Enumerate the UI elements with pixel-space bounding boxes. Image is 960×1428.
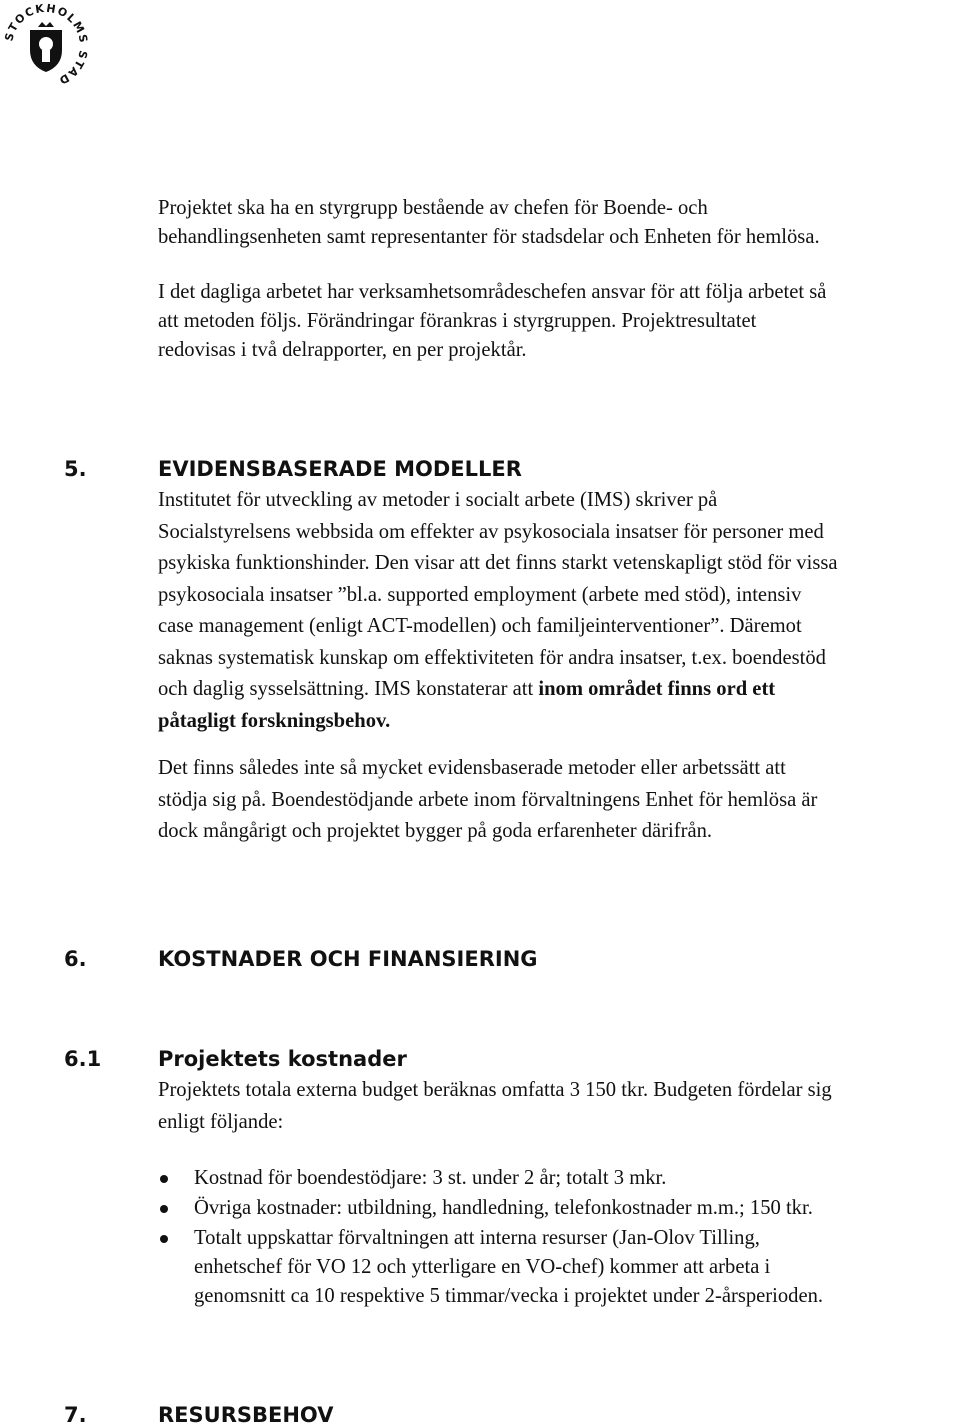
cost-bullet-list — [158, 1164, 958, 1311]
section-number: 7. — [64, 1403, 87, 1427]
list-item: Kostnad för boendestödjare: 3 st. under 2 år; totalt 3 mkr. — [158, 1164, 958, 1193]
section-title: EVIDENSBASERADE MODELLER — [158, 457, 522, 481]
stockholm-crest-icon — [30, 22, 62, 72]
section-title: Projektets kostnader — [158, 1047, 407, 1071]
section-5-paragraph-2: Det finns således inte så mycket evidensbaserade metoder eller arbetssätt att stödja sig på. Boendestödjande arbete inom förvaltningens Enhet för hemlösa är dock mångårigt och projektet bygger på goda erfarenheter därifrån. — [158, 757, 818, 842]
intro-paragraph-2: I det dagliga arbetet har verksamhetsområdeschefen ansvar för att följa arbetet så att metoden följs. Förändringar förankras i styrgruppen. Projektresultatet redovisas i två delrapporter, en per projektår. — [158, 281, 827, 361]
bullet-icon — [160, 1205, 168, 1213]
bullet-icon — [160, 1235, 168, 1243]
section-number: 5. — [64, 457, 87, 481]
section-number: 6. — [64, 947, 87, 971]
emphasis-text: inom området finns ord ett — [538, 678, 776, 700]
emphasis-text: påtagligt forskningsbehov. — [158, 709, 391, 732]
stockholm-stad-logo — [0, 0, 92, 92]
intro-paragraph-1: Projektet ska ha en styrgrupp bestående av chefen för Boende- och behandlingsenheten samt representanter för stadsdelar och Enheten för hemlösa. — [158, 197, 820, 248]
logo-ring-text: STOCKHOLMS STAD — [2, 1, 91, 88]
section-number: 6.1 — [64, 1047, 102, 1071]
list-item: Övriga kostnader: utbildning, handledning, telefonkostnader m.m.; 150 tkr. — [158, 1194, 958, 1223]
section-title: RESURSBEHOV — [158, 1403, 334, 1427]
section-6-1-paragraph: Projektets totala externa budget beräknas omfatta 3 150 tkr. Budgeten fördelar sig enligt följande: — [158, 1079, 832, 1133]
section-title: KOSTNADER OCH FINANSIERING — [158, 947, 538, 971]
list-item: Totalt uppskattar förvaltningen att interna resurser (Jan-Olov Tilling, enhetschef för VO 12 och ytterligare en VO-chef) kommer att arbeta i genomsnitt ca 10 respektive 5 timmar/vecka i projektet under 2-årsperioden. — [158, 1224, 958, 1311]
bullet-icon — [160, 1175, 168, 1183]
section-5-paragraph-1: Institutet för utveckling av metoder i socialt arbete (IMS) skriver på Socialstyrelsens webbsida om effekter av psykosociala insatser för personer med psykiska funktionshinder. Den visar att det finns starkt vetenskapligt stöd för vissa psykosociala insatser ”bl.a. supported employment (arbete med stöd), intensiv case management (enligt ACT-modellen) och familjeinterventioner”. Däremot saknas systematisk kunskap om effektiviteten för andra insatser, t.ex. boendestöd och daglig sysselsättning. IMS konstaterar att inom området finns ord ett påtagligt forskningsbehov. — [158, 489, 838, 732]
